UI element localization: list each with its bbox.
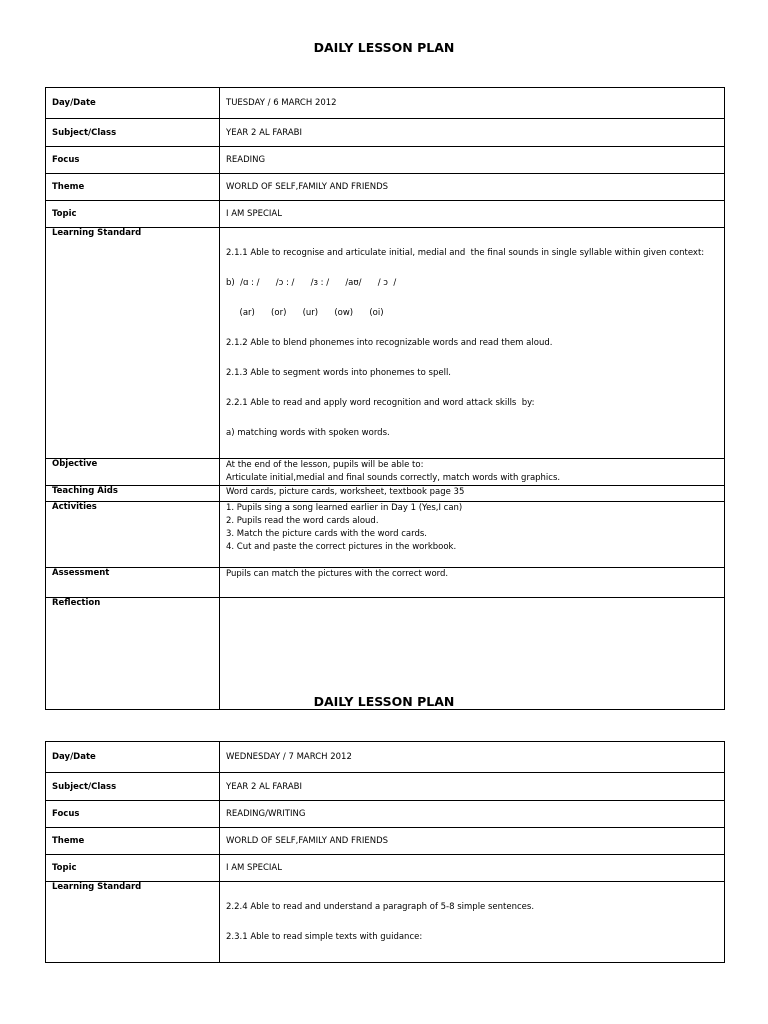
label-theme: Theme: [46, 828, 220, 855]
row-day-date: [46, 742, 725, 773]
row-theme: [46, 174, 725, 201]
value-focus: READING/WRITING: [220, 801, 725, 828]
activity-item: 3. Match the picture cards with the word cards.: [226, 529, 427, 539]
activity-item: 2. Pupils read the word cards aloud.: [226, 516, 379, 526]
label-teaching-aids: Teaching Aids: [46, 486, 220, 502]
learning-standard-line: 2.1.3 Able to segment words into phonemes to spell.: [226, 368, 452, 378]
row-objective: [46, 459, 725, 486]
value-assessment: Pupils can match the pictures with the correct word.: [220, 568, 725, 598]
value-learning-standard: [220, 882, 725, 963]
value-theme: WORLD OF SELF,FAMILY AND FRIENDS: [220, 174, 725, 201]
row-topic: [46, 855, 725, 882]
value-theme: WORLD OF SELF,FAMILY AND FRIENDS: [220, 828, 725, 855]
row-learning-standard: [46, 228, 725, 459]
label-subject-class: Subject/Class: [46, 119, 220, 147]
plan2-title: DAILY LESSON PLAN: [313, 694, 455, 709]
learning-standard-line: b) /ɑ : / /ɔ : / /ɜ : / /aʊ/ / ɔ /: [226, 278, 397, 288]
value-activities: [220, 502, 725, 568]
learning-standard-line: a) matching words with spoken words.: [226, 428, 390, 438]
value-learning-standard: [220, 228, 725, 459]
value-subject-class: YEAR 2 AL FARABI: [220, 119, 725, 147]
row-theme: [46, 828, 725, 855]
row-subject-class: [46, 119, 725, 147]
label-topic: Topic: [46, 201, 220, 228]
value-focus: READING: [220, 147, 725, 174]
learning-standard-line: 2.2.1 Able to read and apply word recognition and word attack skills by:: [226, 398, 535, 408]
value-subject-class: YEAR 2 AL FARABI: [220, 773, 725, 801]
label-focus: Focus: [46, 801, 220, 828]
objective-line: At the end of the lesson, pupils will be able to:: [226, 460, 424, 470]
label-reflection: Reflection: [46, 598, 220, 710]
label-focus: Focus: [46, 147, 220, 174]
label-learning-standard: Learning Standard: [46, 228, 220, 459]
plan1-title: DAILY LESSON PLAN: [313, 40, 455, 55]
value-teaching-aids: Word cards, picture cards, worksheet, textbook page 35: [220, 486, 725, 502]
row-teaching-aids: [46, 486, 725, 502]
row-focus: [46, 801, 725, 828]
learning-standard-line: 2.3.1 Able to read simple texts with guidance:: [226, 932, 423, 942]
label-objective: Objective: [46, 459, 220, 486]
label-assessment: Assessment: [46, 568, 220, 598]
row-focus: [46, 147, 725, 174]
label-day-date: Day/Date: [46, 88, 220, 119]
value-topic: I AM SPECIAL: [220, 855, 725, 882]
value-reflection: [220, 598, 725, 710]
row-reflection: [46, 598, 725, 710]
label-topic: Topic: [46, 855, 220, 882]
label-subject-class: Subject/Class: [46, 773, 220, 801]
row-day-date: [46, 88, 725, 119]
row-assessment: [46, 568, 725, 598]
row-topic: [46, 201, 725, 228]
label-learning-standard: Learning Standard: [46, 882, 220, 963]
row-subject-class: [46, 773, 725, 801]
plan1-table: [45, 87, 725, 710]
label-activities: Activities: [46, 502, 220, 568]
activity-item: 4. Cut and paste the correct pictures in the workbook.: [226, 542, 457, 552]
learning-standard-line: 2.1.1 Able to recognise and articulate initial, medial and the final sounds in single syllable within given context:: [226, 248, 705, 258]
learning-standard-line: 2.1.2 Able to blend phonemes into recognizable words and read them aloud.: [226, 338, 553, 348]
value-day-date: WEDNESDAY / 7 MARCH 2012: [220, 742, 725, 773]
label-day-date: Day/Date: [46, 742, 220, 773]
row-learning-standard: [46, 882, 725, 963]
learning-standard-line: (ar) (or) (ur) (ow) (oi): [226, 308, 384, 318]
value-objective: [220, 459, 725, 486]
activity-item: 1. Pupils sing a song learned earlier in Day 1 (Yes,I can): [226, 503, 463, 513]
label-theme: Theme: [46, 174, 220, 201]
learning-standard-line: 2.2.4 Able to read and understand a paragraph of 5-8 simple sentences.: [226, 902, 535, 912]
plan2-table: [45, 741, 725, 963]
value-day-date: TUESDAY / 6 MARCH 2012: [220, 88, 725, 119]
value-topic: I AM SPECIAL: [220, 201, 725, 228]
row-activities: [46, 502, 725, 568]
objective-line: Articulate initial,medial and final sounds correctly, match words with graphics.: [226, 473, 561, 483]
